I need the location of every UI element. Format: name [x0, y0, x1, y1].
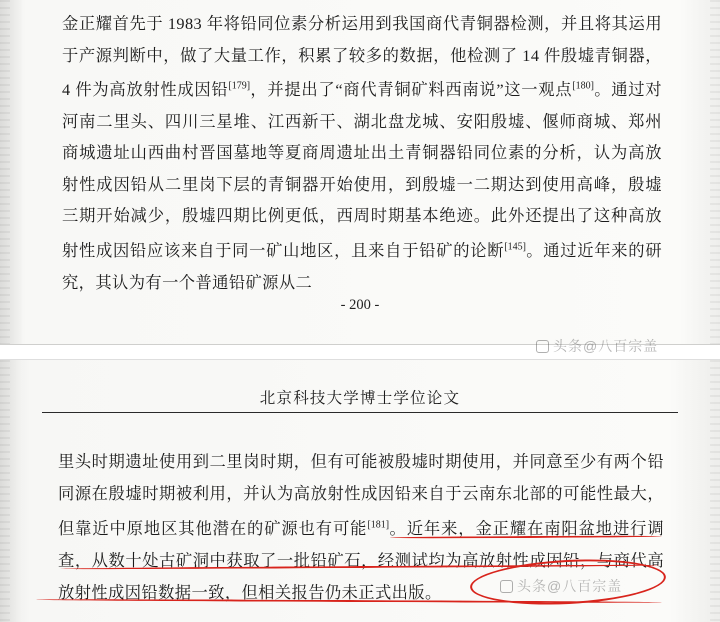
scan-edge-noise-left — [0, 0, 10, 344]
page-2-running-header: 北京科技大学博士学位论文 — [259, 390, 461, 407]
page-separator — [0, 344, 720, 360]
page-2-paragraph — [58, 446, 664, 609]
page-2-header-rule — [42, 412, 678, 413]
page-1-paragraph — [62, 8, 662, 298]
scan-edge-noise-right — [710, 0, 720, 344]
watermark-top-text: 头条@八百宗盖 — [553, 338, 659, 354]
watermark-bottom-text: 头条@八百宗盖 — [517, 578, 623, 594]
page-2-paragraph-text: 里头时期遗址使用到二里岗时期，但有可能被殷墟时期使用，并同意至少有两个铅同源在殷墟时期被利用，并认为高放射性成因铅来自于云南东北部的可能性最大，但靠近中原地区其他潜在的矿源也有可能[181]。近年来，金正耀在南阳盆地进行调查，从数十处古矿洞中获取了一批铅矿石，经测试均为高放射性成因铅，与商代高放射性成因铅数据一致，但相关报告仍未正式出版。 — [58, 452, 665, 603]
page-1-page-number: - 200 - — [340, 297, 380, 313]
scanned-page-2 — [0, 360, 720, 622]
page-1-paragraph-text: 金正耀首先于 1983 年将铅同位素分析运用到我国商代青铜器检测，并且将其运用于产源判断中，做了大量工作，积累了较多的数据，他检测了 14 件殷墟青铜器，4 件为高放射性成因铅[179]，并提出了“商代青铜矿料西南说”这一观点[180]。通过对河南二里头、四川三星堆、江西新干、湖北盘龙城、安阳殷墟、偃师商城、郑州商城遗址山西曲村晋国墓地等夏商周遗址出土青铜器铅同位素的分析，认为高放射性成因铅从二里岗下层的青铜器开始使用，到殷墟一二期达到使用高峰，殷墟三期开始减少，殷墟四期比例更低，西周时期基本绝迹。此外还提出了这种高放射性成因铅应该来自于同一矿山地区，且来自于铅矿的论断[145]。通过近年来的研究，其认为有一个普通铅矿源从二 — [62, 14, 662, 292]
